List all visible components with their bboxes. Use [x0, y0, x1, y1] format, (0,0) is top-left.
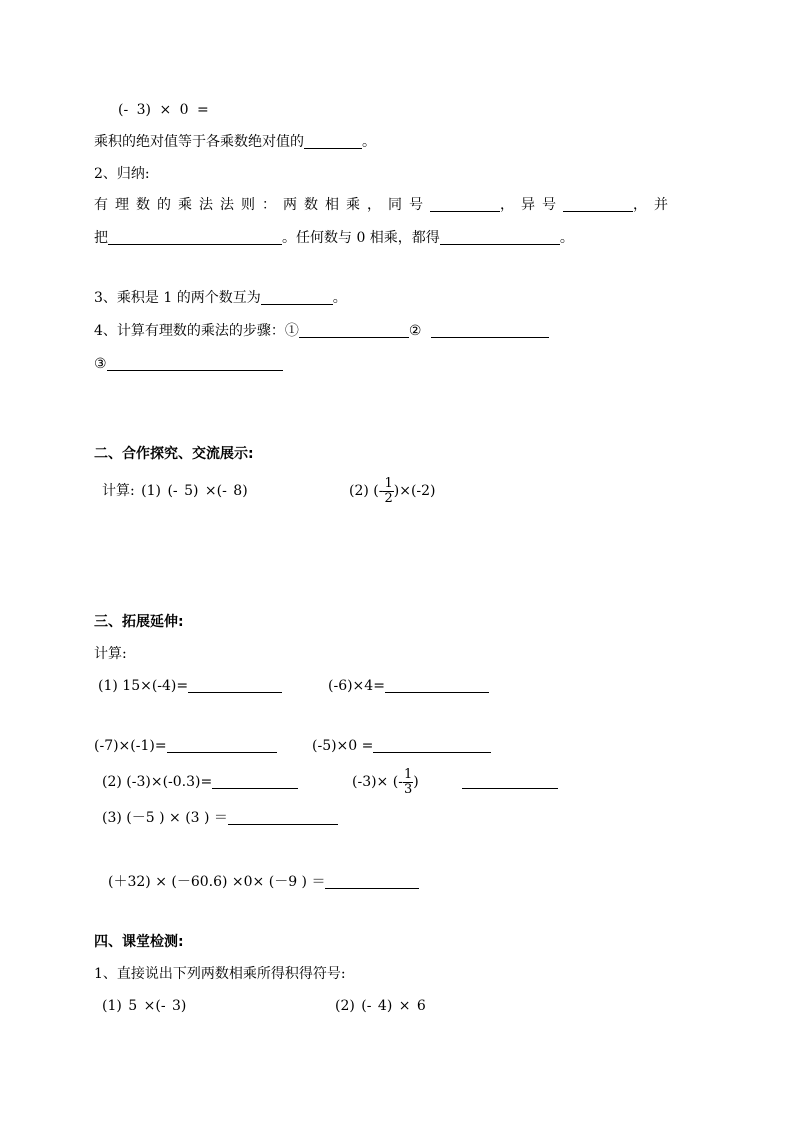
answer-blank-2a[interactable]: [167, 736, 277, 753]
problem-3b-post: ): [413, 774, 419, 790]
frac-denominator: 2: [384, 490, 393, 506]
absolute-value-statement: [94, 132, 376, 152]
statement-text: 乘积的绝对值等于各乘数绝对值的: [94, 134, 304, 150]
same-sign-blank[interactable]: [430, 195, 500, 212]
section4-question-1: 1、直接说出下列两数相乘所得积得符号:: [94, 966, 346, 982]
answer-blank-5[interactable]: [325, 872, 419, 889]
step3-marker: ③: [94, 356, 107, 372]
abs-multiply-blank[interactable]: [108, 228, 282, 245]
zero-product-blank[interactable]: [440, 228, 560, 245]
problem-3a-text: (2) (-3)×(-0.3)=: [102, 774, 213, 790]
step2-marker: ②: [408, 323, 422, 339]
answer-blank-3b[interactable]: [462, 772, 558, 789]
section4-title: 四、课堂检测:: [94, 934, 184, 950]
frac-denominator: 3: [403, 781, 413, 797]
step1-blank[interactable]: [299, 321, 409, 338]
rule-text-c: ，并: [633, 197, 675, 213]
rule-text-a: 有理数的乘法法则：两数相乘，同号: [94, 197, 430, 213]
induction-heading: 2、归纳:: [94, 166, 150, 182]
problem-1b: [328, 676, 489, 696]
problem-1a: [98, 676, 282, 696]
problem-3b-answer: [462, 772, 558, 792]
frac-numerator: 1: [384, 475, 393, 491]
steps-statement: [94, 321, 549, 341]
reciprocal-statement: [94, 288, 347, 308]
answer-blank[interactable]: [304, 132, 362, 149]
section4-q1a: (1) 5 ×(- 3): [102, 998, 187, 1014]
expr-neg3-times-0: (- 3) × 0 =: [118, 102, 209, 118]
problem-2b: [312, 736, 491, 756]
answer-blank-4[interactable]: [228, 808, 338, 825]
reciprocal-text: 3、乘积是 1 的两个数互为: [94, 290, 261, 306]
problem-1a-text: (1) 15×(-4)=: [98, 678, 189, 694]
rule-text-d: 把: [94, 230, 108, 246]
section2-calc-b: [349, 470, 436, 512]
problem-3a: [102, 772, 298, 792]
period: 。: [362, 134, 376, 150]
problem-3b: [352, 761, 419, 803]
frac-numerator: 1: [403, 766, 413, 782]
step3-blank[interactable]: [107, 354, 283, 371]
problem-5: [108, 872, 419, 892]
problem-3b-pre: (-3)× (-: [352, 774, 403, 790]
section2-title: 二、合作探究、交流展示:: [94, 446, 254, 462]
fraction-one-third: [403, 768, 413, 797]
problem-4: [102, 808, 338, 828]
answer-blank-1b[interactable]: [385, 676, 489, 693]
calc-b-post: )×(-2): [393, 483, 436, 499]
steps-text: 4、计算有理数的乘法的步骤：①: [94, 323, 299, 339]
reciprocal-blank[interactable]: [261, 288, 333, 305]
section2-calc-a: 计算: (1) (- 5) ×(- 8): [102, 483, 248, 499]
rule-text-f: 。: [559, 230, 574, 246]
section3-calc-label: 计算:: [94, 646, 127, 662]
multiplication-rule-cont: [94, 228, 574, 248]
rule-text-b: ，异号: [500, 197, 563, 213]
fraction-one-half: [383, 477, 393, 506]
answer-blank-2b[interactable]: [373, 736, 491, 753]
multiplication-rule: [94, 195, 675, 215]
section4-q1b: (2) (- 4) × 6: [335, 998, 426, 1014]
period: 。: [332, 290, 347, 306]
problem-5-text: (＋32) × (－60.6) ×0× (－9 ) ＝: [108, 874, 326, 890]
problem-2b-text: (-5)×0 =: [312, 738, 374, 754]
step2-blank[interactable]: [431, 321, 549, 338]
problem-1b-text: (-6)×4=: [328, 678, 385, 694]
answer-blank-1a[interactable]: [188, 676, 282, 693]
diff-sign-blank[interactable]: [563, 195, 633, 212]
problem-2a-text: (-7)×(-1)=: [94, 738, 167, 754]
steps-statement-cont: [94, 354, 283, 374]
answer-blank-3a[interactable]: [212, 772, 298, 789]
calc-b-pre: (2) (-: [349, 483, 384, 499]
section3-title: 三、拓展延伸:: [94, 614, 184, 630]
rule-text-e: 。任何数与 0 相乘，都得: [282, 230, 440, 246]
problem-4-text: (3) (－5 ) × (3 ) ＝: [102, 810, 228, 826]
problem-2a: [94, 736, 277, 756]
